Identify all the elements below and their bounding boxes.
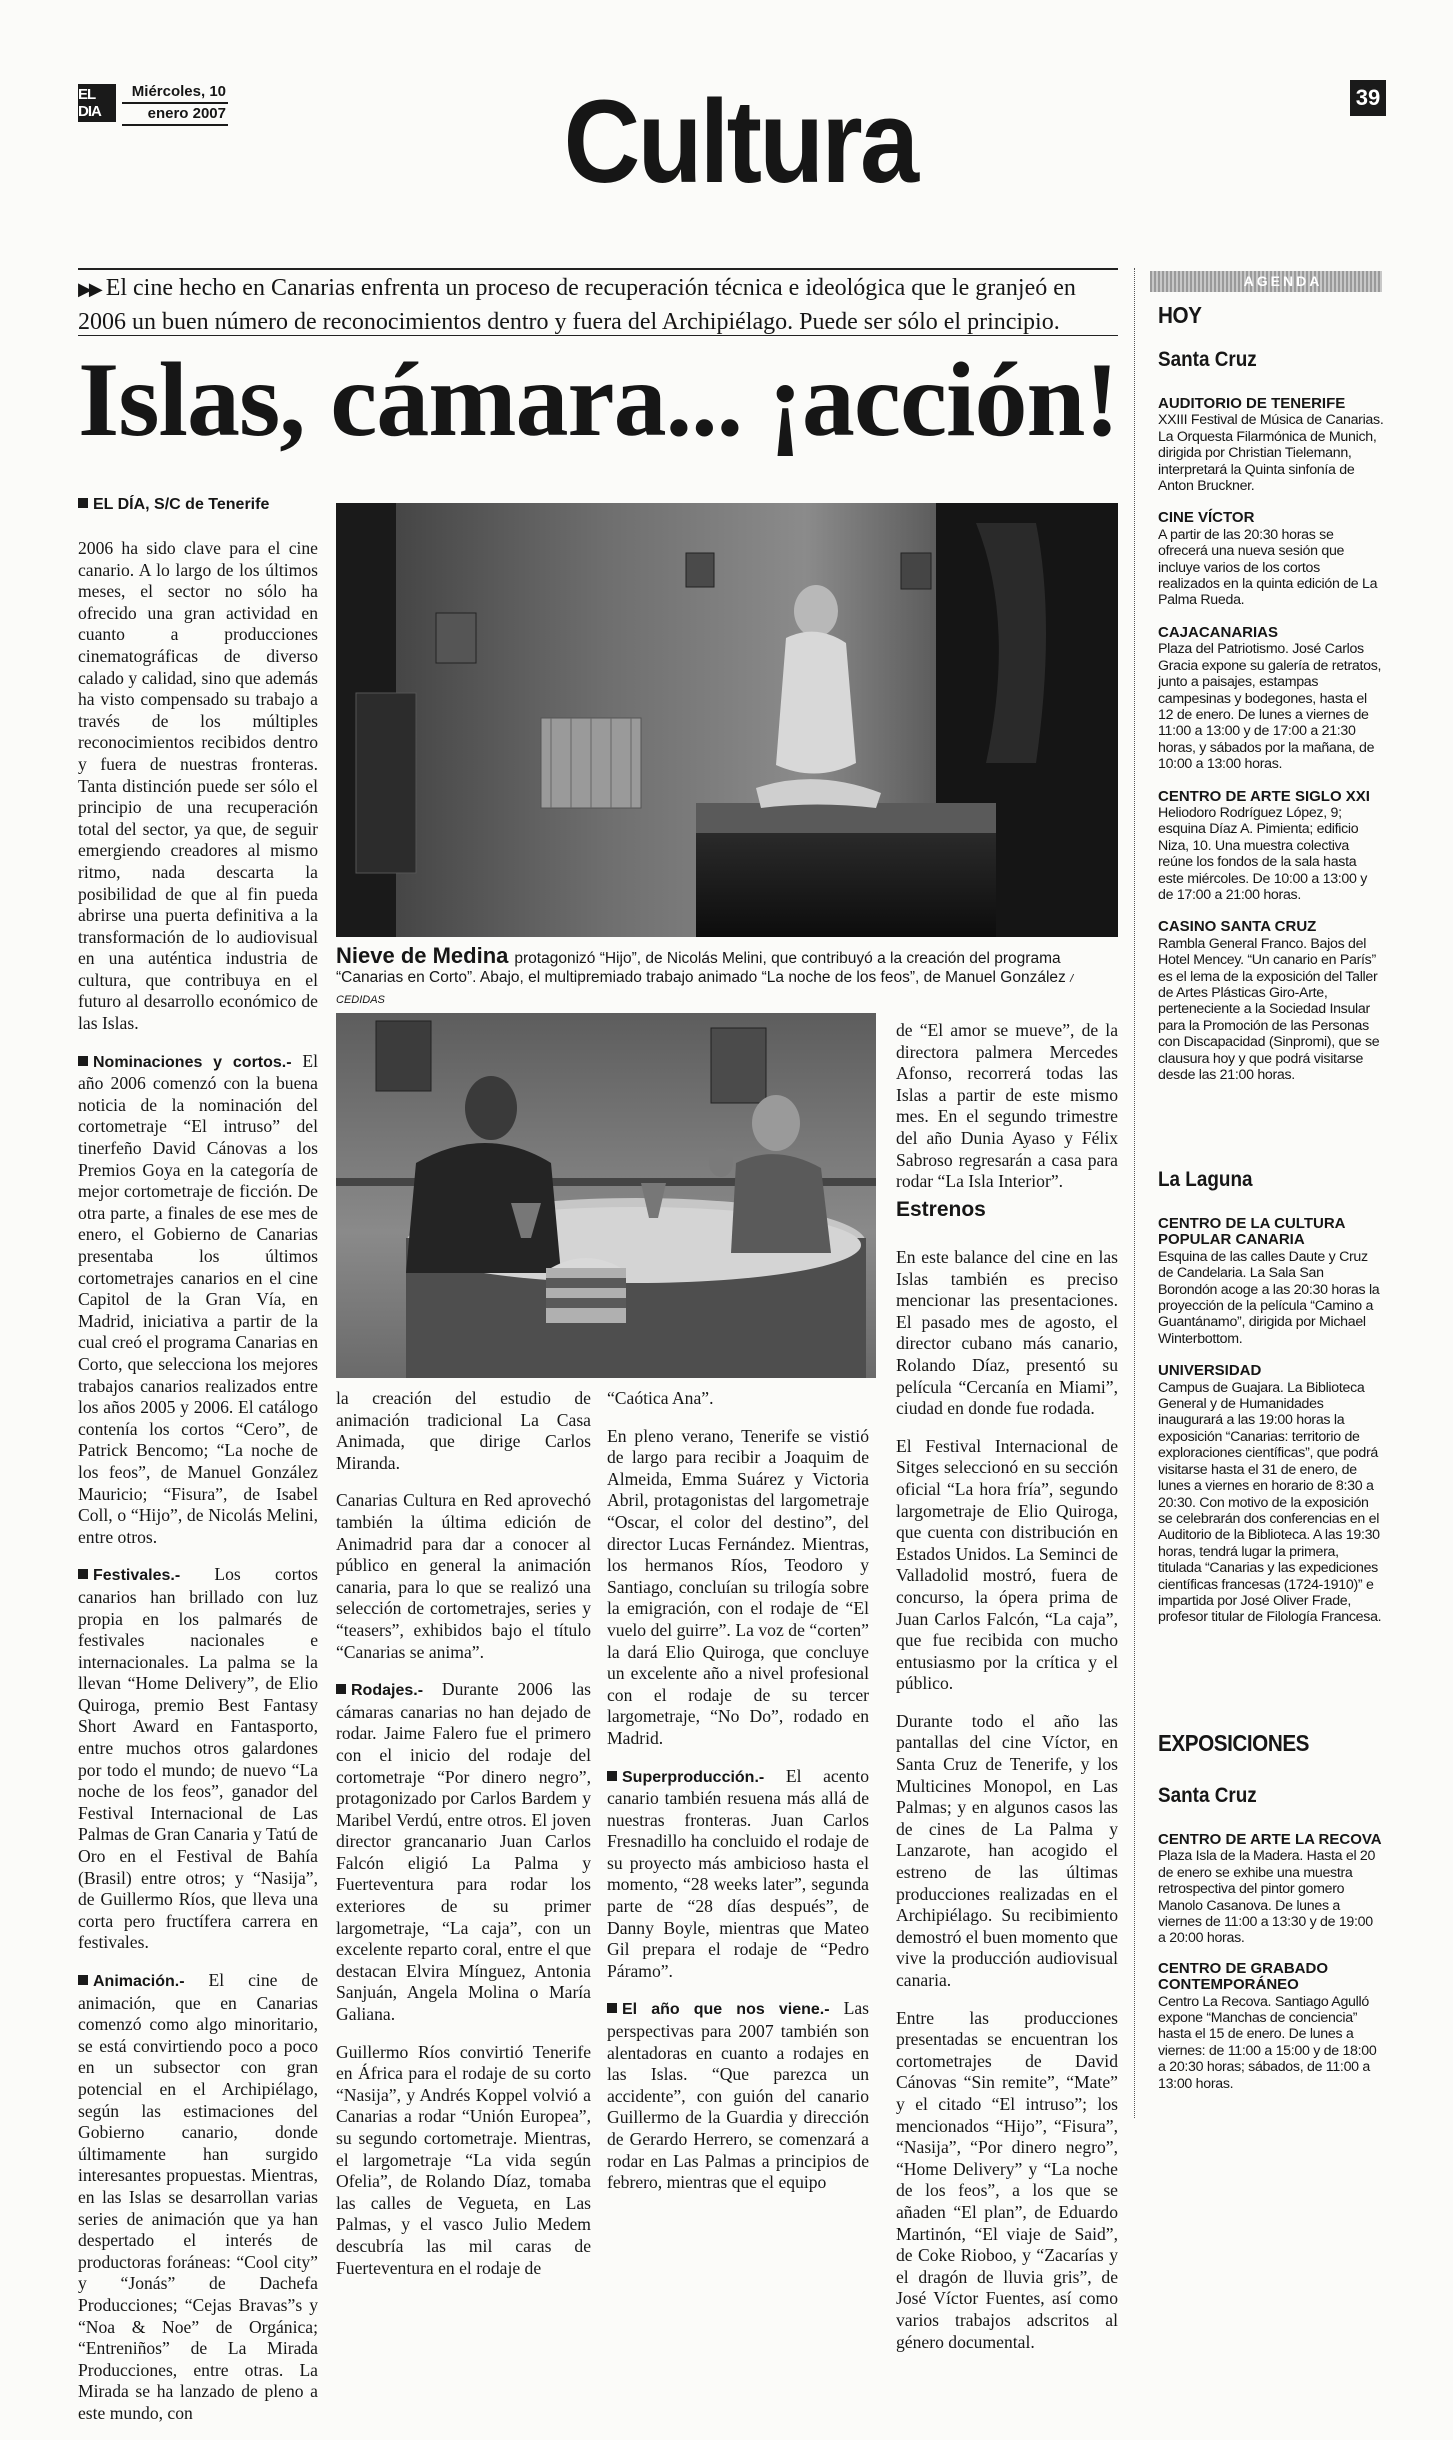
photo-la-noche-de-los-feos (336, 1013, 876, 1378)
agenda-exposiciones: EXPOSICIONES (1158, 1730, 1310, 1756)
lede-text: El cine hecho en Canarias enfrenta un proceso de recuperación técnica e ideológica que le granjeó en 2006 un buen número de reconocimientos dentro y fuera del Archipiélago. Puede ser sólo el principio. (78, 275, 1076, 335)
caption-credit: / CEDIDAS (336, 973, 1074, 1006)
paragraph (336, 1679, 591, 2026)
article-column-3 (607, 1388, 869, 2210)
paragraph-heading: Rodajes.- (351, 1682, 424, 1700)
paragraph-text: la creación del estudio de animación tradicional La Casa Animada, que dirige Carlos Miranda. (336, 1388, 591, 1473)
caption-name: Nieve de Medina (336, 943, 509, 968)
agenda-item (1158, 1832, 1384, 1947)
paragraph-text: Entre las producciones presentadas se encuentran los cortometrajes de David Cánovas “Sin remite”, “Mate” y el citado “El intruso”; los mencionados “Hijo”, “Fisura”, “Nasija”, “Por dinero negro”, “Home Delivery” y “La noche de los feos”, a los que se añaden “El plan”, de Eduardo Martinón, “El viaje de Said”, de Coke Rioboo, y “Zacarías y el dragón de lluvia gris”, de José Víctor Fuentes, así como varios trabajos adscritos al género documental. (896, 2007, 1118, 2352)
paragraph-text: Las perspectivas para 2007 también son alentadoras en cuanto a rodajes en las Islas. “Que parezca un accidente”, con guión del canario Guillermo de la Guardia y dirección de Gerardo Herrero, se comenzará a rodar en Las Palmas a principios de febrero, mientras que el equipo (607, 1998, 870, 2193)
agenda-item-title: UNIVERSIDAD (1158, 1362, 1262, 1380)
photo-bedroom-scene (336, 503, 1118, 937)
paragraph-heading: El año que nos viene.- (622, 2001, 830, 2019)
double-arrow-icon: ▶▶ (78, 279, 100, 300)
paragraph-text: El cine de animación, que en Canarias comenzó como algo minoritario, se está convirtiendo poco a poco en un subsector con gran potencial en el Archipiélago, según las estimaciones del Gobierno canario, donde últimamente han surgido interesantes propuestas. Mientras, en las Islas se desarrollan varias series de animación que ya han despertado el interés de productoras foráneas: “Cool city” y “Jonás” de Dachefa Producciones; “Cejas Bravas”s y “Noa & Noe” de Orgánica; “Entreniños” de La Mirada Producciones, entre otras. La Mirada se ha lanzado de pleno a este mundo, con (78, 1970, 318, 2423)
paragraph (896, 1711, 1118, 1992)
byline (78, 496, 318, 514)
agenda-city-la-laguna: La Laguna (1158, 1168, 1253, 1191)
square-bullet-icon (78, 1975, 88, 1985)
article-headline: Islas, cámara... ¡acción! (78, 341, 1119, 458)
page-number: 39 (1350, 80, 1386, 116)
agenda-label: AGENDA (1243, 273, 1323, 289)
paragraph: de “El amor se mueve”, de la directora palmera Mercedes Afonso, recorrerá todas las Islas a partir de este mismo mes. En el segundo trimestre del año Dunia Ayaso y Félix Sabroso regresarán a casa para rodar “La Isla Interior”. (896, 1020, 1118, 1192)
square-bullet-icon (78, 1056, 88, 1066)
paragraph (78, 1564, 318, 1954)
byline-text: EL DÍA, S/C de Tenerife (93, 496, 270, 513)
estrenos-heading: Estrenos (896, 1198, 986, 1221)
paragraph (607, 1998, 869, 2193)
paragraph-text: 2006 ha sido clave para el cine canario. A lo largo de los últimos meses, el sector no sólo ha ofrecido una gran actividad en cuanto a producciones cinematográficas de diverso calado y calidad, sino que además ha visto compensado su trabajo a través de los múltiples reconocimientos recibidos dentro y fuera de nuestras fronteras. Tanta distinción puede ser sólo el principio de una recuperación total del sector, ya que, de seguir emergiendo creadores al mismo ritmo, nada descarta la posibilidad de que al fin pueda abrirse una puerta definitiva a la transformación de lo audiovisual en una auténtica industria de cultura, que contribuya en el futuro al desarrollo económico de las Islas. (78, 538, 318, 1034)
paragraph-text: En pleno verano, Tenerife se vistió de largo para recibir a Joaquim de Almeida, Emma Suárez y Victoria Abril, protagonistas del largometraje “Oscar, el color del destino”, del director Lucas Fernández. Mientras, los hermanos Ríos, Teodoro y Santiago, concluían su trilogía sobre la emigración, con el rodaje de “El vuelo del guirre”. La voz de “corten” la dará Elio Quiroga, que concluye un excelente año a nivel profesional con el rodaje de su tercer largometraje, “No Do”, rodado en Madrid. (607, 1425, 869, 1748)
caption-text: protagonizó “Hijo”, de Nicolás Melini, que contribuyó a la creación del programa “Canarias en Corto”. Abajo, el multipremiado trabajo animado “La noche de los feos”, de Manuel González (336, 950, 1066, 986)
agenda-item-text: Esquina de las calles Daute y Cruz de Candelaria. La Sala San Borondón acoge a las 20:30 horas la proyección de la película “Camino a Guantánamo”, dirigida por Michael Winterbottom. (1158, 1248, 1380, 1347)
agenda-list-santa-cruz (1158, 396, 1384, 1099)
agenda-item (1158, 1363, 1384, 1626)
agenda-item-text: A partir de las 20:30 horas se ofrecerá una nueva sesión que incluye varios de los cortos realizados en la quinta edición de La Palma Rueda. (1158, 526, 1378, 609)
agenda-item-title: CENTRO DE LA CULTURA POPULAR CANARIA (1158, 1215, 1345, 1249)
square-bullet-icon (607, 2003, 617, 2013)
agenda-city-santa-cruz-2: Santa Cruz (1158, 1784, 1257, 1807)
agenda-item-title: CINE VÍCTOR (1158, 509, 1255, 527)
logo-mark: EL DIA (78, 84, 116, 122)
paragraph (78, 1051, 318, 1549)
agenda-item-text: Centro La Recova. Santiago Agulló expone “Manchas de conciencia” hasta el 15 de enero. De lunes a viernes: de 11:00 a 15:00 y de 18:00 a 20:30 horas; sábados, de 11:00 a 13:00 horas. (1158, 1993, 1377, 2092)
agenda-item-text: XXIII Festival de Música de Canarias. La Orquesta Filarmónica de Munich, dirigida por Christian Tielemann, interpretará la Quinta sinfonía de Anton Bruckner. (1158, 412, 1384, 495)
paragraph-text: Durante 2006 las cámaras canarias no han dejado de rodar. Jaime Falero fue el primero con el inicio del rodaje del cortometraje “Por dinero negro”, protagonizado por Carlos Bardem y Maribel Verdú, entre otros. El joven director grancanario Juan Carlos Falcón eligió La Palma y Fuerteventura para rodar los exteriores de su primer largometraje, “La caja”, con un excelente reparto coral, entre el que destacan Elvira Mínguez, Antonia Sanjuán, Angela Molina o María Galiana. (336, 1679, 591, 2025)
paragraph (336, 1388, 591, 1474)
paragraph (896, 1247, 1118, 1420)
paragraph-heading: Nominaciones y cortos.- (93, 1053, 292, 1071)
section-title: Cultura (563, 76, 917, 208)
agenda-item (1158, 1216, 1384, 1347)
photo-caption (336, 943, 1118, 1010)
square-bullet-icon (607, 1771, 617, 1781)
paragraph-heading: Festivales.- (93, 1567, 181, 1585)
agenda-item-text: Rambla General Franco. Bajos del Hotel Mencey. “Un canario en París” es el lema de la exposición del Taller de Artes Plásticas Giro-Arte, perteneciente a la Sociedad Insular para la Promoción de las Personas con Discapacidad (Sinpromi), que se clausura hoy y que podrá visitarse desde las 21:00 horas. (1158, 935, 1380, 1084)
agenda-item-text: Plaza del Patriotismo. José Carlos Gracia expone su galería de retratos, junto a paisajes, estampas campesinas y bodegones, hasta el 12 de enero. De lunes a viernes de 11:00 a 13:00 y de 17:00 a 21:30 horas, y sábados por la mañana, de 10:00 a 13:00 horas. (1158, 641, 1382, 773)
paragraph-text: Canarias Cultura en Red aprovechó también la última edición de Animadrid para dar a conocer al público en general la animación canaria, para lo que se realizó una selección de cortometrajes, series y “teasers”, exhibidos bajo el título “Canarias se anima”. (336, 1490, 591, 1662)
square-bullet-icon (78, 498, 88, 508)
paragraph-text: El año 2006 comenzó con la buena noticia de la nominación del cortometraje “El intruso” del tinerfeño David Cánovas a los Premios Goya en la categoría de mejor cortometraje de ficción. De otra parte, a finales de ese mes de enero, el Gobierno de Canarias presentaba los últimos cortometrajes canarios en el cine Capitol de la Gran Vía, en Madrid, iniciativa a partir de la cual creó el programa Canarias en Corto, que selecciona los mejores trabajos canarios realizados entre los años 2005 y 2006. El catálogo contenía los cortos “Cero”, de Patrick Bencomo; “La noche de los feos”, de Manuel González Mauricio; “Fisura”, de Isabel Coll, o “Hijo”, de Nicolás Melini, entre otros. (78, 1050, 318, 1547)
lede-rule (78, 335, 1118, 336)
paragraph-text: Los cortos canarios han brillado con luz propia en los palmarés de festivales nacionales e internacionales. La palma se la llevan “Home Delivery”, de Elio Quiroga, premio Best Fantasy Short Award en Fantasporto, entre muchos otros galardones por todo el mundo; de nuevo “La noche de los feos”, ganador del Festival Internacional de Las Palmas de Gran Canaria y Tatú de Oro en el Festival de Bahía (Brasil) entre otros; y “Nasija”, de Guillermo Ríos, que lleva una corta pero fructífera carrera en festivales. (78, 1564, 318, 1953)
paragraph (336, 2042, 591, 2280)
agenda-item (1158, 396, 1384, 494)
photo-nieve-de-medina (336, 503, 1118, 937)
agenda-item (1158, 1961, 1384, 2092)
agenda-item-title: AUDITORIO DE TENERIFE (1158, 395, 1346, 412)
agenda-item (1158, 789, 1384, 904)
agenda-item (1158, 510, 1384, 608)
paragraph-text: El acento canario también resuena más allá de nuestras fronteras. Juan Carlos Fresnadillo ha concluido el rodaje de su proyecto más ambicioso hasta el momento, “28 weeks later”, segunda parte de “28 días después”, de Danny Boyle, mientras que Mateo Gil prepara el rodaje de “Pedro Páramo”. (607, 1765, 869, 1981)
agenda-item-title: CENTRO DE GRABADO CONTEMPORÁNEO (1158, 1959, 1329, 1994)
article-column-1 (78, 538, 318, 2440)
top-rule (78, 268, 1118, 270)
paragraph-text: “Caótica Ana”. (607, 1388, 714, 1408)
article-column-2 (336, 1388, 591, 2295)
photo-animated-scene (336, 1013, 876, 1378)
agenda-item-text: Heliodoro Rodríguez López, 9; esquina Díaz A. Pimienta; edificio Niza, 10. Una muestra colectiva reúne los fondos de la sala hasta este miércoles. De 10:00 a 13:00 y de 17:00 a 21:00 horas. (1158, 804, 1368, 903)
paragraph (78, 1970, 318, 2424)
paragraph-text: Durante todo el año las pantallas del cine Víctor, en Santa Cruz de Tenerife, y los Multicines Monopol, en Las Palmas; y en algunos casos las de cines de La Palma y Lanzarote, han acogido el estreno de las últimas producciones realizadas en el Archipiélago. Su recibimiento demostró el buen momento que vive la producción audiovisual canaria. (896, 1710, 1118, 1990)
square-bullet-icon (78, 1569, 88, 1579)
agenda-item-title: CASINO SANTA CRUZ (1158, 918, 1317, 936)
paragraph-text: El Festival Internacional de Sitges seleccionó en su sección oficial “La hora fría”, segundo largometraje de Elio Quiroga, que cuenta con distribución en Estados Unidos. La Seminci de Valladolid mostró, fuera de concurso, la ópera prima de Juan Carlos Falcón, “La caja”, que fue recibida con mucho entusiasmo por la crítica y el público. (896, 1435, 1118, 1694)
agenda-item-text: Plaza Isla de la Madera. Hasta el 20 de enero se exhibe una muestra retrospectiva del pintor gomero Manolo Casanova. De lunes a viernes de 11:00 a 13:30 y de 19:00 a 20:00 horas. (1158, 1848, 1376, 1947)
agenda-item-title: CAJACANARIAS (1158, 623, 1279, 641)
issue-date-month: enero 2007 (122, 104, 228, 126)
paragraph (78, 538, 318, 1035)
paragraph (336, 1490, 591, 1663)
paragraph (607, 1426, 869, 1750)
agenda-item-title: CENTRO DE ARTE SIGLO XXI (1158, 787, 1370, 805)
agenda-item-title: CENTRO DE ARTE LA RECOVA (1158, 1831, 1382, 1848)
paragraph (896, 1436, 1118, 1695)
article-column-4-top (896, 1020, 1118, 1209)
agenda-list-exposiciones (1158, 1832, 1384, 2106)
article-lede (78, 272, 1118, 338)
agenda-city-santa-cruz: Santa Cruz (1158, 348, 1257, 371)
newspaper-logo (78, 82, 230, 124)
agenda-item (1158, 625, 1384, 773)
agenda-list-la-laguna (1158, 1216, 1384, 1642)
sidebar-divider (1134, 268, 1135, 2118)
article-column-4 (896, 1247, 1118, 2369)
paragraph-text: Guillermo Ríos convirtió Tenerife en África para el rodaje de su corto “Nasija”, y Andrés Koppel volvió a Canarias a rodar “Unión Europea”, su segundo cortometraje. Mientras, el largometraje “La vida según Ofelia”, de Rolando Díaz, tomaba las calles de Vegueta, en Las Palmas, y el vasco Julio Medem descubría las mil caras de Fuerteventura en el rodaje de (336, 2041, 591, 2278)
paragraph-heading: Superproducción.- (622, 1768, 765, 1786)
paragraph (607, 1766, 869, 1983)
paragraph (607, 1388, 869, 1410)
agenda-item (1158, 919, 1384, 1083)
issue-date (122, 82, 228, 126)
agenda-hoy: HOY (1158, 302, 1202, 328)
agenda-item-text: Campus de Guajara. La Biblioteca General y de Humanidades inaugurará a las 19:00 horas la exposición “Canarias: territorio de exploraciones científicas”, que podrá visitarse hasta el 31 de enero, de lunes a viernes en horario de 8:30 a 20:30. Con motivo de la exposición se celebrarán dos conferencias en el Auditorio de la Biblioteca. A las 19:30 horas, tendrá lugar la primera, titulada “Canarias y las expediciones científicas francesas (1724-1910)” e impartida por José Oliver Frade, profesor titular de Filología Francesa. (1158, 1379, 1382, 1626)
issue-date-day: Miércoles, 10 (122, 82, 228, 104)
paragraph (896, 2008, 1118, 2354)
paragraph-text: En este balance del cine en las Islas también es preciso mencionar las presentaciones. El pasado mes de agosto, el director cubano más canario, Rolando Díaz, presentó su película “Cercanía en Miami”, ciudad en donde fue rodada. (896, 1247, 1118, 1419)
paragraph-heading: Animación.- (93, 1973, 185, 1990)
square-bullet-icon (336, 1684, 346, 1694)
